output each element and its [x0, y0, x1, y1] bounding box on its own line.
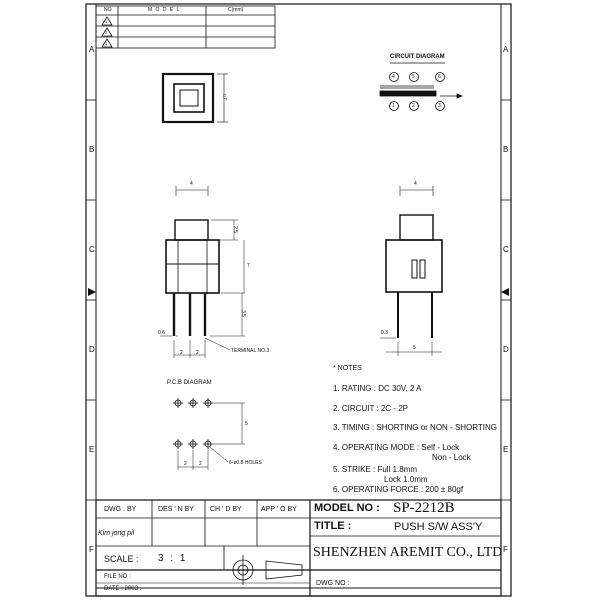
pcb-holes-label: 6-ø0.8 HOLES: [229, 460, 262, 466]
grid-letter-left-d: D: [89, 345, 95, 354]
note-5: 5. STRIKE : Full 1.8mm: [333, 465, 418, 474]
pcb-dim-vertical: 5: [245, 421, 248, 427]
notes-heading: * NOTES: [333, 365, 362, 372]
front-dim-pin: 0.6: [158, 330, 165, 336]
model-no-label: MODEL NO :: [314, 502, 380, 514]
grid-letter-right-c: C: [503, 245, 509, 254]
front-pitch-left: 2: [180, 350, 183, 356]
circuit-pin-2: 2: [412, 103, 415, 109]
file-no-label: FILE NO :: [104, 574, 131, 580]
revision-header-no: NO: [104, 7, 112, 13]
company-name: SHENZHEN AREMIT CO., LTD: [313, 545, 503, 560]
note-4: 4. OPERATING MODE : Self - Lock: [333, 443, 460, 452]
grid-letter-right-a: A: [503, 45, 509, 54]
pcb-pitch-left: 2: [184, 461, 187, 467]
border-grid-ticks: [86, 100, 511, 500]
revision-table-lines: [96, 6, 275, 48]
circuit-pin-6: 6: [438, 74, 441, 80]
circuit-pin-1: 1: [392, 103, 395, 109]
note-1: 1. RATING : DC 30V, 2 A: [333, 384, 422, 393]
circuit-pin-3: 3: [438, 103, 441, 109]
grid-letter-right-f: F: [503, 545, 508, 554]
grid-letter-right-b: B: [503, 145, 509, 154]
front-view-lines: [160, 186, 245, 358]
circuit-diagram-title: CIRCUIT DIAGRAM: [390, 54, 445, 60]
checked-by-label: CH ' D BY: [210, 506, 242, 513]
revision-row-3: 3: [105, 41, 108, 46]
side-dim-pin: 0.3: [381, 330, 388, 336]
front-dim-stroke: 2.5: [232, 226, 238, 233]
grid-letter-left-a: A: [89, 45, 95, 54]
side-view-lines: [380, 186, 442, 356]
top-view-lines: [163, 74, 228, 122]
front-dim-width: 4: [190, 181, 193, 187]
front-dim-height: 7: [247, 263, 250, 269]
grid-letter-left-f: F: [89, 545, 94, 554]
center-mark-left: [88, 288, 96, 296]
note-6: 6. OPERATING FORCE : 200 ± 80gf: [333, 485, 464, 494]
revision-row-1: 1: [105, 19, 108, 24]
designed-by-label: DES ' N BY: [158, 506, 194, 513]
pcb-diagram-title: P.C.B DIAGRAM: [167, 380, 212, 386]
side-dim-base: 5: [413, 345, 416, 351]
front-pitch-right: 2: [196, 350, 199, 356]
title-value: PUSH S/W ASS'Y: [394, 521, 483, 533]
note-3: 3. TIMING : SHORTING or NON - SHORTING: [333, 423, 498, 432]
dwg-by-label: DWG . BY: [104, 506, 137, 513]
note-2: 2. CIRCUIT : 2C - 2P: [333, 404, 408, 413]
revision-header-model: M O D E L: [148, 7, 181, 13]
circuit-pin-5: 5: [412, 74, 415, 80]
top-view-dim: □7: [221, 94, 227, 100]
title-label: TITLE :: [314, 520, 352, 532]
model-no-value: SP-2212B: [393, 500, 455, 516]
date-label: DATE : 2003 .: [104, 586, 142, 592]
grid-letter-left-c: C: [89, 245, 95, 254]
note-4-cont: Non - Lock: [432, 453, 471, 462]
approved-by-label: APP ' O BY: [261, 506, 297, 513]
revision-row-2: 2: [105, 30, 108, 35]
grid-letter-left-e: E: [89, 445, 95, 454]
grid-letter-right-e: E: [503, 445, 509, 454]
scale-value: 3 : 1: [158, 553, 188, 564]
center-mark-right: [501, 288, 509, 296]
grid-letter-left-b: B: [89, 145, 95, 154]
revision-header-c: C(mm): [228, 7, 244, 13]
dwg-no-label: DWG NO :: [316, 580, 350, 587]
scale-label: SCALE :: [104, 554, 139, 564]
drawn-by-name: Kim jong pil: [98, 530, 135, 537]
grid-letter-right-d: D: [503, 345, 509, 354]
terminal-label: TERMINAL NO.3: [231, 348, 270, 354]
pcb-pitch-right: 2: [199, 461, 202, 467]
side-dim-width: 4: [414, 181, 417, 187]
front-dim-terminal: 3.5: [240, 310, 246, 317]
pcb-holes: [173, 398, 213, 449]
circuit-pin-4: 4: [392, 74, 395, 80]
note-5-cont: Lock 1.0mm: [384, 475, 428, 484]
